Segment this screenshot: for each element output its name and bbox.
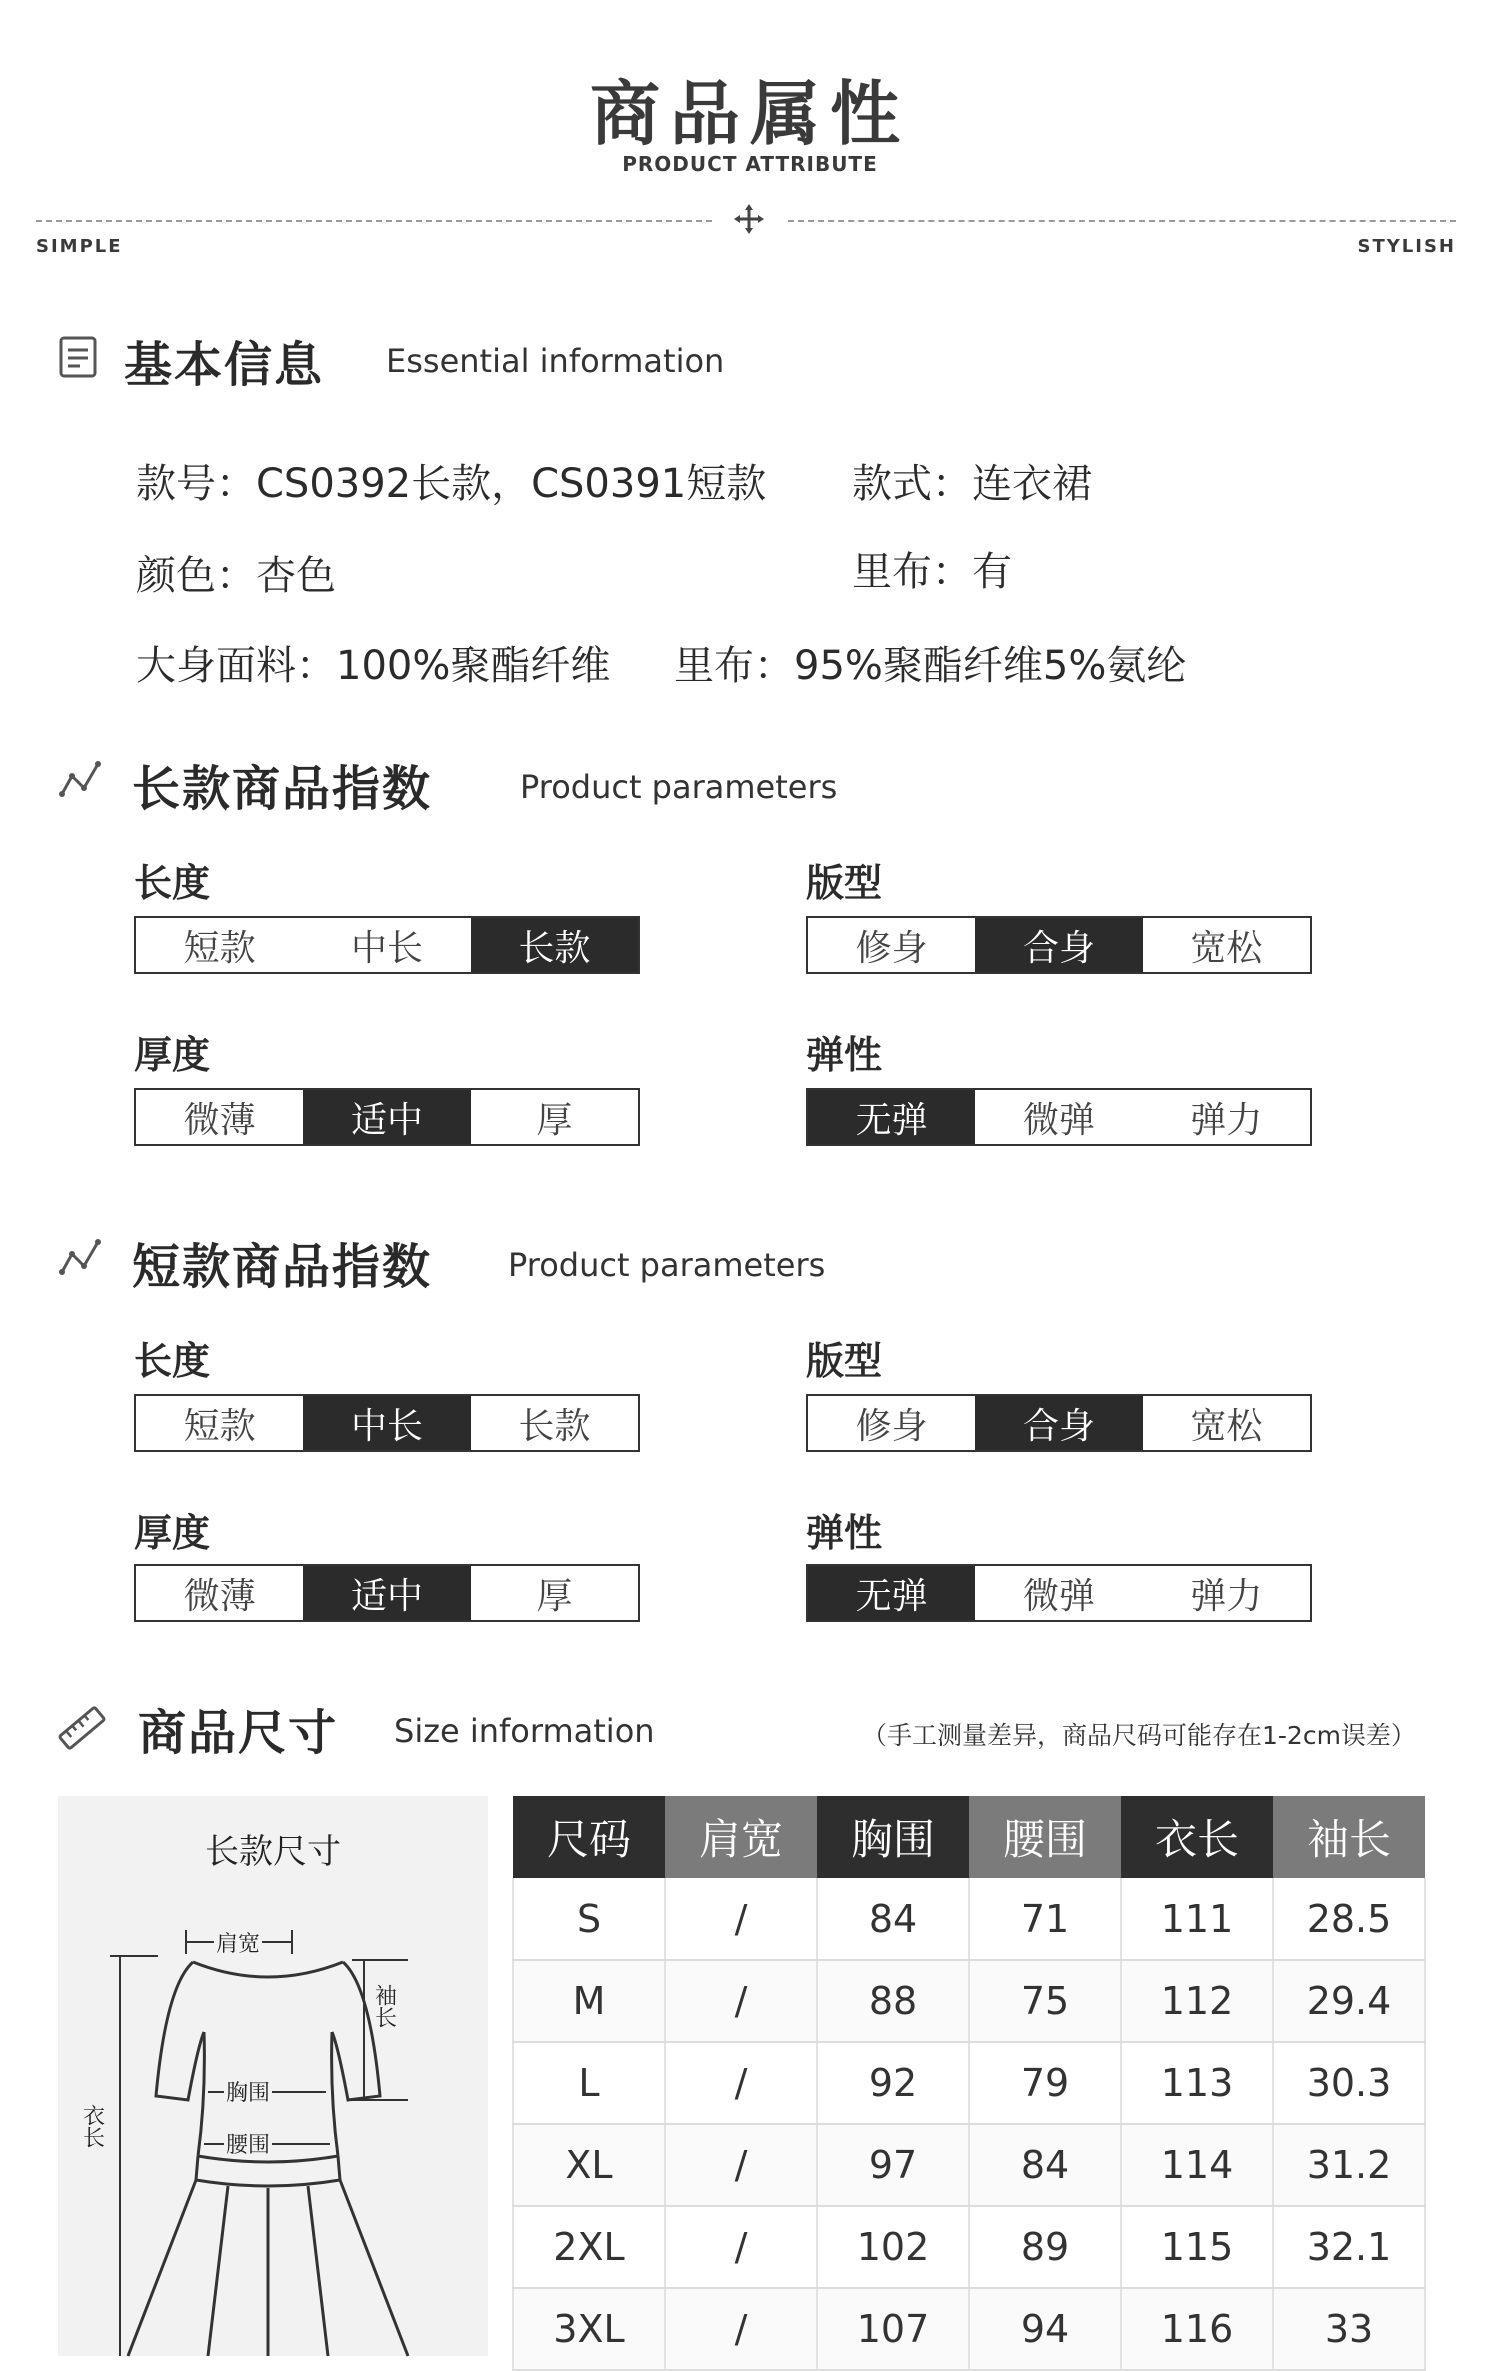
table-row — [513, 2288, 1425, 2370]
seg-option: 微弹 — [1022, 1099, 1095, 1141]
color-info: 颜色：杏色 — [136, 553, 336, 599]
dress-outline-icon — [58, 1796, 488, 2356]
size-subtitle: Size information — [394, 1712, 655, 1750]
table-cell: 33 — [1273, 2288, 1425, 2370]
table-row — [513, 1960, 1425, 2042]
trend-line-icon — [58, 1234, 104, 1280]
col-header: 袖长 — [1273, 1796, 1425, 1878]
seg-option: 短款 — [183, 927, 256, 969]
lining-fabric-info: 里布：95%聚酯纤维5%氨纶 — [674, 643, 1187, 689]
table-cell: 113 — [1121, 2042, 1273, 2124]
param-label-length: 长度 — [134, 861, 211, 905]
size-title: 商品尺寸 — [138, 1705, 339, 1761]
seg-option: 弹力 — [1190, 1099, 1263, 1141]
divider-left — [36, 220, 712, 222]
table-cell: / — [665, 2288, 817, 2370]
label-sleeve: 袖长 — [371, 1984, 397, 2028]
param-seg-length — [134, 916, 640, 974]
table-cell: 88 — [817, 1960, 969, 2042]
label-shoulder: 肩宽 — [215, 1932, 261, 1957]
param-label-thickness: 厚度 — [134, 1033, 211, 1077]
table-cell: 94 — [969, 2288, 1121, 2370]
table-cell: M — [513, 1960, 665, 2042]
table-cell: / — [665, 2206, 817, 2288]
seg-option: 适中 — [303, 1090, 470, 1144]
table-cell: 84 — [817, 1878, 969, 1960]
param-label-elasticity: 弹性 — [806, 1033, 883, 1077]
long-params-subtitle: Product parameters — [520, 768, 838, 806]
basic-info-title: 基本信息 — [124, 337, 325, 393]
param-seg-length — [134, 1394, 640, 1452]
table-cell: 92 — [817, 2042, 969, 2124]
table-cell: S — [513, 1878, 665, 1960]
style-number: 款号：CS0392长款，CS0391短款 — [136, 461, 767, 507]
table-cell: 30.3 — [1273, 2042, 1425, 2124]
seg-option: 修身 — [855, 927, 928, 969]
dress-diagram — [58, 1796, 488, 2356]
seg-option: 合身 — [975, 1396, 1142, 1450]
trend-line-icon — [58, 756, 104, 802]
seg-option: 无弹 — [808, 1566, 975, 1620]
divider-right — [788, 220, 1456, 222]
table-header-row — [513, 1796, 1425, 1878]
lining-info: 里布：有 — [852, 549, 1012, 595]
param-seg-fit — [806, 916, 1312, 974]
col-header: 腰围 — [969, 1796, 1121, 1878]
param-seg-fit — [806, 1394, 1312, 1452]
param-label-elasticity: 弹性 — [806, 1511, 883, 1555]
table-cell: 32.1 — [1273, 2206, 1425, 2288]
table-cell: 31.2 — [1273, 2124, 1425, 2206]
table-cell: XL — [513, 2124, 665, 2206]
basic-info-subtitle: Essential information — [386, 342, 725, 380]
table-cell: 75 — [969, 1960, 1121, 2042]
table-cell: 114 — [1121, 2124, 1273, 2206]
param-label-thickness: 厚度 — [134, 1511, 211, 1555]
fabric-info: 大身面料：100%聚酯纤维 — [136, 643, 611, 689]
table-row — [513, 2124, 1425, 2206]
table-cell: 79 — [969, 2042, 1121, 2124]
move-cross-icon — [734, 204, 764, 234]
seg-option: 中长 — [350, 927, 423, 969]
table-cell: 84 — [969, 2124, 1121, 2206]
col-header: 肩宽 — [665, 1796, 817, 1878]
long-params-title: 长款商品指数 — [132, 761, 433, 817]
short-params-subtitle: Product parameters — [508, 1246, 826, 1284]
label-bust: 胸围 — [225, 2081, 271, 2106]
page-subtitle: PRODUCT ATTRIBUTE — [622, 152, 878, 176]
seg-option: 宽松 — [1190, 1405, 1263, 1447]
short-params-title: 短款商品指数 — [132, 1239, 433, 1295]
col-header: 衣长 — [1121, 1796, 1273, 1878]
diagram-title: 长款尺寸 — [205, 1832, 341, 1872]
col-header: 胸围 — [817, 1796, 969, 1878]
col-header: 尺码 — [513, 1796, 665, 1878]
table-cell: 97 — [817, 2124, 969, 2206]
simple-tag: SIMPLE — [36, 236, 123, 257]
table-cell: 28.5 — [1273, 1878, 1425, 1960]
page-title: 商品属性 — [590, 73, 910, 155]
table-cell: 71 — [969, 1878, 1121, 1960]
table-cell: 111 — [1121, 1878, 1273, 1960]
table-cell: 112 — [1121, 1960, 1273, 2042]
seg-option: 微薄 — [183, 1575, 256, 1617]
param-label-fit: 版型 — [806, 861, 883, 905]
label-length: 衣长 — [79, 2104, 105, 2148]
seg-option: 宽松 — [1190, 927, 1263, 969]
measurement-note: （手工测量差异，商品尺码可能存在1-2cm误差） — [862, 1721, 1416, 1750]
seg-option: 修身 — [855, 1405, 928, 1447]
seg-option: 长款 — [471, 918, 638, 972]
table-cell: 3XL — [513, 2288, 665, 2370]
table-cell: / — [665, 2042, 817, 2124]
table-cell: 29.4 — [1273, 1960, 1425, 2042]
ruler-icon — [56, 1702, 108, 1754]
table-cell: 2XL — [513, 2206, 665, 2288]
table-row — [513, 1878, 1425, 1960]
table-cell: / — [665, 2124, 817, 2206]
param-label-length: 长度 — [134, 1339, 211, 1383]
seg-option: 适中 — [303, 1566, 470, 1620]
table-row — [513, 2042, 1425, 2124]
param-seg-thickness — [134, 1088, 640, 1146]
seg-option: 弹力 — [1190, 1575, 1263, 1617]
style-type: 款式：连衣裙 — [852, 461, 1092, 507]
seg-option: 长款 — [518, 1405, 591, 1447]
seg-option: 无弹 — [808, 1090, 975, 1144]
stylish-tag: STYLISH — [1357, 236, 1456, 257]
seg-option: 短款 — [183, 1405, 256, 1447]
param-label-fit: 版型 — [806, 1339, 883, 1383]
param-seg-elasticity — [806, 1564, 1312, 1622]
seg-option: 厚 — [536, 1099, 573, 1141]
seg-option: 微弹 — [1022, 1575, 1095, 1617]
table-cell: L — [513, 2042, 665, 2124]
label-waist: 腰围 — [225, 2133, 271, 2158]
table-cell: 89 — [969, 2206, 1121, 2288]
param-seg-elasticity — [806, 1088, 1312, 1146]
table-cell: / — [665, 1960, 817, 2042]
seg-option: 厚 — [536, 1575, 573, 1617]
param-seg-thickness — [134, 1564, 640, 1622]
document-icon — [56, 334, 102, 380]
size-table — [512, 1796, 1426, 2371]
table-cell: / — [665, 1878, 817, 1960]
seg-option: 合身 — [975, 918, 1142, 972]
table-cell: 107 — [817, 2288, 969, 2370]
table-cell: 116 — [1121, 2288, 1273, 2370]
table-row — [513, 2206, 1425, 2288]
table-cell: 102 — [817, 2206, 969, 2288]
seg-option: 微薄 — [183, 1099, 256, 1141]
seg-option: 中长 — [303, 1396, 470, 1450]
table-cell: 115 — [1121, 2206, 1273, 2288]
